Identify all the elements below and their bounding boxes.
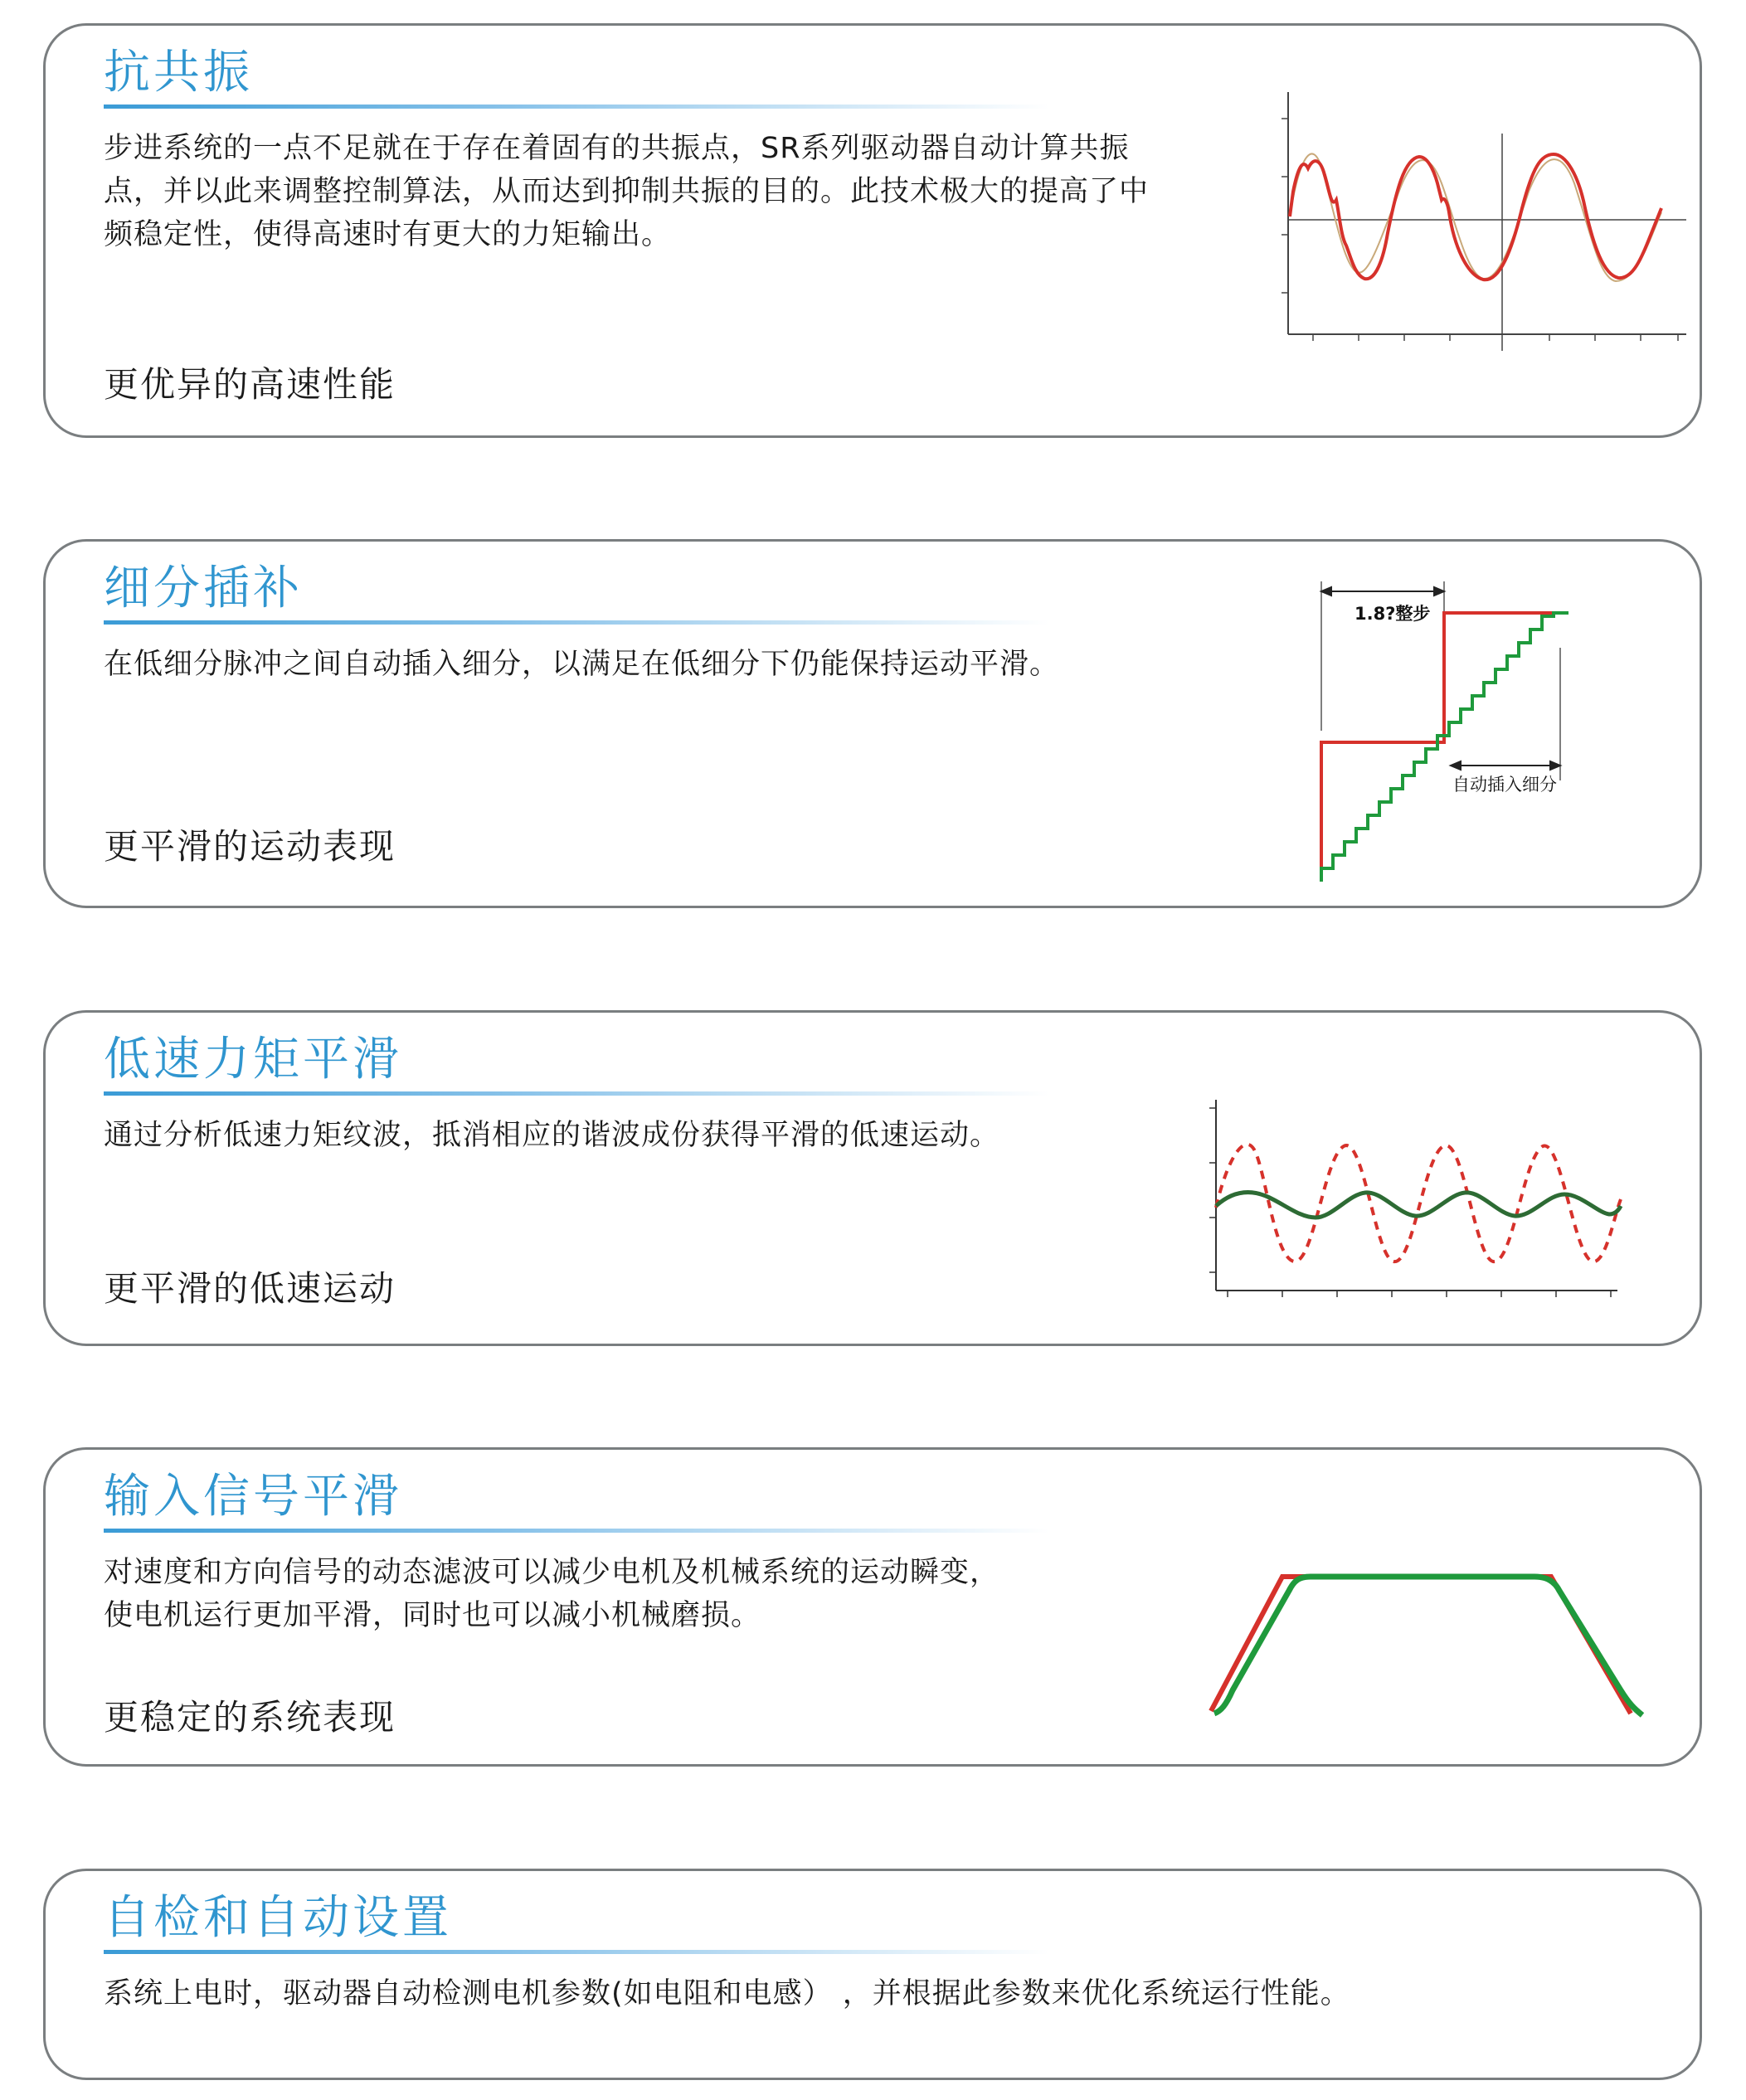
title-underline — [104, 1950, 1049, 1954]
section-title: 输入信号平滑 — [104, 1470, 402, 1524]
title-underline — [104, 1529, 1049, 1533]
section-description — [104, 1114, 999, 1157]
resonance-waveform-figure — [1272, 92, 1703, 374]
section-title: 抗共振 — [104, 46, 253, 100]
section-tagline: 更平滑的运动表现 — [104, 826, 396, 867]
torque-ripple-figure — [1203, 1091, 1626, 1307]
section-title: 细分插补 — [104, 561, 303, 615]
title-underline — [104, 1091, 1049, 1096]
title-underline — [104, 105, 1049, 109]
section-description — [104, 127, 1149, 256]
description-line: 频稳定性，使得高速时有更大的力矩输出。 — [104, 218, 672, 251]
description-line: 使电机运行更加平滑，同时也可以减小机械磨损。 — [104, 1599, 761, 1632]
description-line: 通过分析低速力矩纹波，抵消相应的谐波成份获得平滑的低速运动。 — [104, 1119, 1000, 1152]
auto-interp-label: 自动插入细分 — [1452, 775, 1557, 795]
section-title: 自检和自动设置 — [104, 1891, 452, 1945]
waveform-axes — [1282, 92, 1686, 351]
title-underline — [104, 620, 1049, 625]
raw-signal-red-line — [1211, 1577, 1631, 1714]
description-line: 在低细分脉冲之间自动插入细分，以满足在低细分下仍能保持运动平滑。 — [104, 648, 1060, 681]
driver-output-line — [1290, 154, 1661, 280]
filtered-signal-green-line — [1214, 1577, 1642, 1715]
section-tagline: 更平滑的低速运动 — [104, 1268, 396, 1309]
signal-smoothing-figure — [1203, 1566, 1667, 1740]
feature-card-anti-resonance — [43, 23, 1702, 438]
full-step-arrow — [1321, 587, 1444, 595]
section-tagline: 更稳定的系统表现 — [104, 1697, 396, 1738]
feature-card-input-signal-smoothing — [43, 1447, 1702, 1767]
full-step-label: 1.8?整步 — [1354, 604, 1431, 624]
description-line: 步进系统的一点不足就在于存在着固有的共振点，SR系列驱动器自动计算共振 — [104, 132, 1130, 165]
section-description — [104, 1972, 1350, 2015]
feature-card-self-test — [43, 1869, 1702, 2080]
full-step-red-line — [1321, 613, 1568, 870]
feature-card-microstep-interpolation — [43, 539, 1702, 908]
auto-interp-arrow — [1451, 761, 1560, 770]
ideal-sine-line — [1290, 153, 1661, 281]
description-line: 点，并以此来调整控制算法，从而达到抑制共振的目的。此技术极大的提高了中 — [104, 175, 1150, 208]
description-line: 系统上电时，驱动器自动检测电机参数(如电阻和电感） ，并根据此参数来优化系统运行性能。 — [104, 1977, 1350, 2010]
section-description — [104, 643, 1059, 686]
feature-card-low-speed-torque — [43, 1010, 1702, 1346]
description-line: 对速度和方向信号的动态滤波可以减少电机及机械系统的运动瞬变， — [104, 1556, 1000, 1589]
section-tagline: 更优异的高速性能 — [104, 364, 396, 405]
microstep-staircase-figure — [1296, 565, 1595, 897]
section-title: 低速力矩平滑 — [104, 1033, 402, 1086]
section-description — [104, 1551, 999, 1637]
